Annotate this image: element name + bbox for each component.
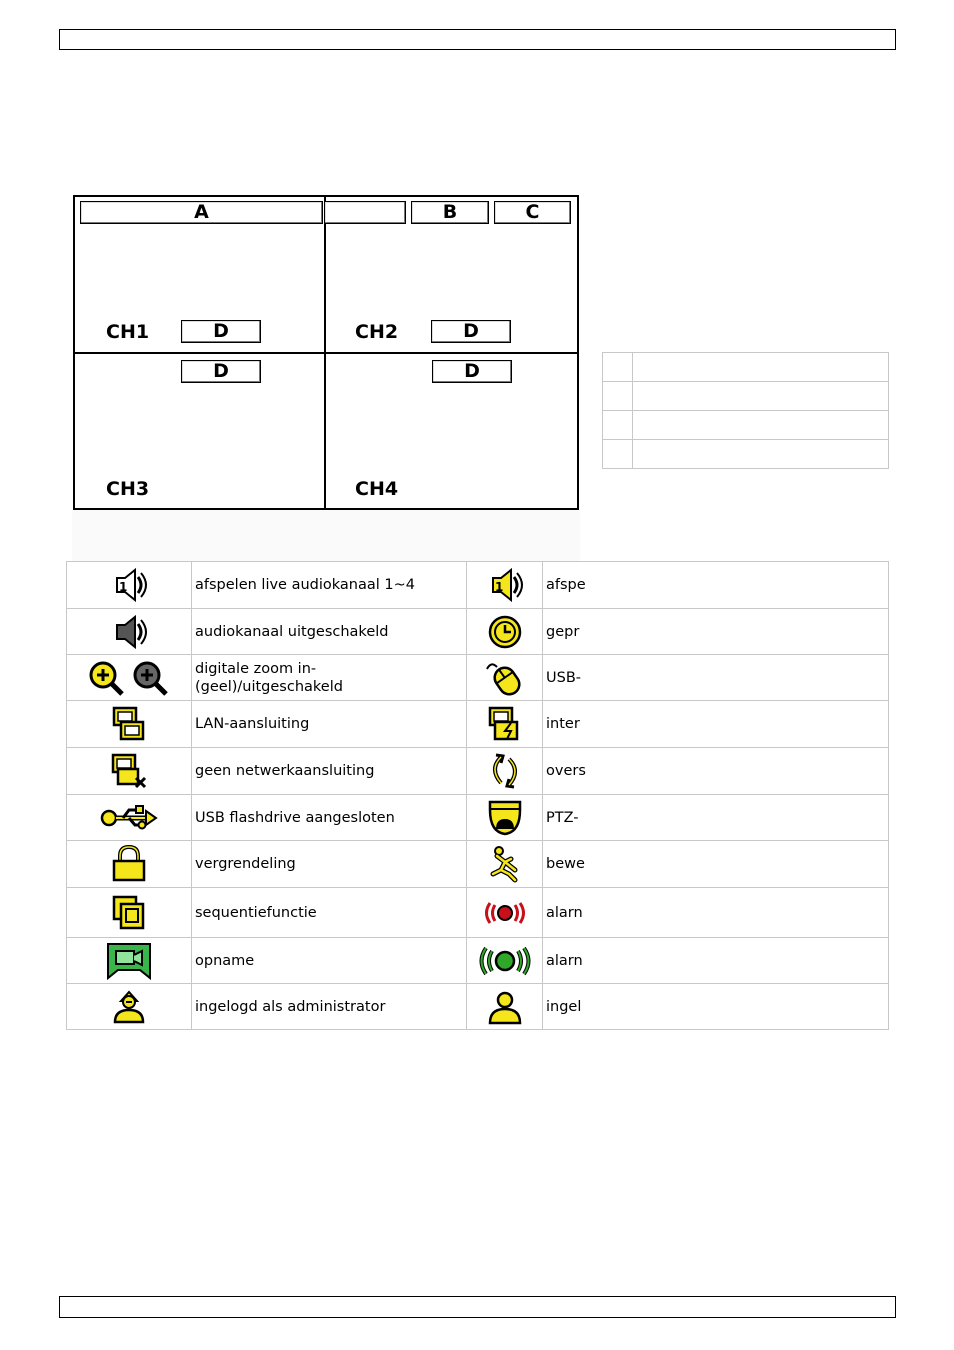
zoom-disabled-icon <box>131 660 171 696</box>
network-icon <box>111 705 147 743</box>
channel-label-2: CH2 <box>355 321 399 343</box>
label-d-box-4 <box>432 360 512 383</box>
sequence-icon <box>111 894 147 932</box>
icon-cell <box>67 841 192 888</box>
icon-cell <box>467 609 543 655</box>
motion-person-icon <box>487 845 523 883</box>
table-row <box>67 938 889 984</box>
header-box <box>59 29 896 50</box>
icon-cell <box>467 888 543 938</box>
label-d-box-3 <box>181 360 261 383</box>
zoom-in-icon <box>87 660 127 696</box>
description-cell: afspelen live audiokanaal 1~4 <box>192 562 467 609</box>
icon-cell <box>467 841 543 888</box>
network-disconnected-icon <box>110 752 148 790</box>
label-b-box <box>411 201 489 224</box>
label-d: D <box>463 320 479 342</box>
refresh-arrows-icon <box>487 752 523 790</box>
clock-icon <box>487 614 523 650</box>
icon-cell <box>67 938 192 984</box>
label-c-box <box>494 201 571 224</box>
description-cell <box>543 701 889 748</box>
truncated-description: bewe <box>546 856 585 872</box>
table-row <box>67 984 889 1030</box>
description-cell <box>543 609 889 655</box>
truncated-description: inter <box>546 716 580 732</box>
icon-cell <box>67 701 192 748</box>
alarm-green-icon <box>477 945 533 977</box>
description-cell <box>543 795 889 841</box>
icon-cell <box>67 655 192 701</box>
icon-cell <box>467 984 543 1030</box>
legend-table <box>602 352 889 469</box>
table-row <box>67 748 889 795</box>
usb-icon <box>99 803 159 833</box>
icon-cell <box>467 701 543 748</box>
label-d: D <box>213 320 229 342</box>
svg-text:1: 1 <box>119 580 128 594</box>
speaker-number-icon <box>111 567 147 603</box>
table-row <box>67 655 889 701</box>
icon-cell <box>467 938 543 984</box>
internet-network-icon <box>487 705 523 743</box>
label-d-box-2 <box>431 320 511 343</box>
description-cell: USB flashdrive aangesloten <box>192 795 467 841</box>
table-row <box>67 562 889 609</box>
truncated-description: overs <box>546 763 586 779</box>
description-cell <box>543 984 889 1030</box>
description-cell: opname <box>192 938 467 984</box>
icon-cell <box>467 795 543 841</box>
description-cell <box>543 888 889 938</box>
icon-cell <box>67 748 192 795</box>
screen-frame <box>73 195 579 510</box>
screen-layout-diagram <box>72 195 580 562</box>
legend-row <box>603 411 889 440</box>
truncated-description: PTZ- <box>546 809 579 826</box>
icon-cell <box>67 562 192 609</box>
description-cell <box>543 655 889 701</box>
table-row <box>67 888 889 938</box>
icon-cell <box>467 655 543 701</box>
label-a-box <box>80 201 323 224</box>
truncated-description: alarn <box>546 904 583 921</box>
description-cell: vergrendeling <box>192 841 467 888</box>
truncated-description: gepr <box>546 623 580 640</box>
icon-cell <box>67 795 192 841</box>
diagram-background-strip <box>72 510 580 562</box>
truncated-description: ingel <box>546 998 582 1015</box>
icon-cell <box>67 888 192 938</box>
icon-cell <box>467 748 543 795</box>
description-cell: audiokanaal uitgeschakeld <box>192 609 467 655</box>
description-cell: digitale zoom in- (geel)/uitgeschakeld <box>192 655 467 701</box>
description-cell: LAN-aansluiting <box>192 701 467 748</box>
svg-text:1: 1 <box>494 580 503 594</box>
label-d: D <box>213 360 229 382</box>
channel-label-1: CH1 <box>106 321 150 343</box>
blank-label-box <box>324 201 406 224</box>
truncated-description: afspe <box>546 577 586 593</box>
icon-cell <box>467 562 543 609</box>
speaker-muted-icon <box>111 614 147 650</box>
alarm-red-icon <box>483 900 527 926</box>
user-icon <box>487 989 523 1025</box>
description-cell <box>543 938 889 984</box>
label-a: A <box>194 201 209 223</box>
description-cell <box>543 841 889 888</box>
mouse-icon <box>483 659 527 697</box>
record-camera-icon <box>106 942 152 980</box>
description-cell: geen netwerkaansluiting <box>192 748 467 795</box>
description-cell <box>543 748 889 795</box>
channel-label-4: CH4 <box>355 478 399 500</box>
legend-row <box>603 382 889 411</box>
label-d: D <box>464 360 480 382</box>
speaker-number-icon <box>487 567 523 603</box>
footer-box <box>59 1296 896 1318</box>
label-d-box-1 <box>181 320 261 343</box>
icon-cell <box>67 984 192 1030</box>
description-cell: sequentiefunctie <box>192 888 467 938</box>
legend-row <box>603 440 889 469</box>
icon-cell <box>67 609 192 655</box>
ptz-camera-icon <box>487 799 523 837</box>
description-cell <box>543 562 889 609</box>
horizontal-divider <box>75 352 577 354</box>
table-row <box>67 795 889 841</box>
table-row <box>67 841 889 888</box>
table-row <box>67 701 889 748</box>
lock-icon <box>111 845 147 883</box>
label-c: C <box>525 201 540 223</box>
admin-user-icon <box>111 989 147 1025</box>
table-row <box>67 609 889 655</box>
description-cell: ingelogd als administrator <box>192 984 467 1030</box>
legend-row <box>603 353 889 382</box>
icon-table <box>66 561 889 1030</box>
channel-label-3: CH3 <box>106 478 150 500</box>
truncated-description: USB- <box>546 669 581 686</box>
label-b: B <box>442 201 458 223</box>
truncated-description: alarn <box>546 952 583 969</box>
